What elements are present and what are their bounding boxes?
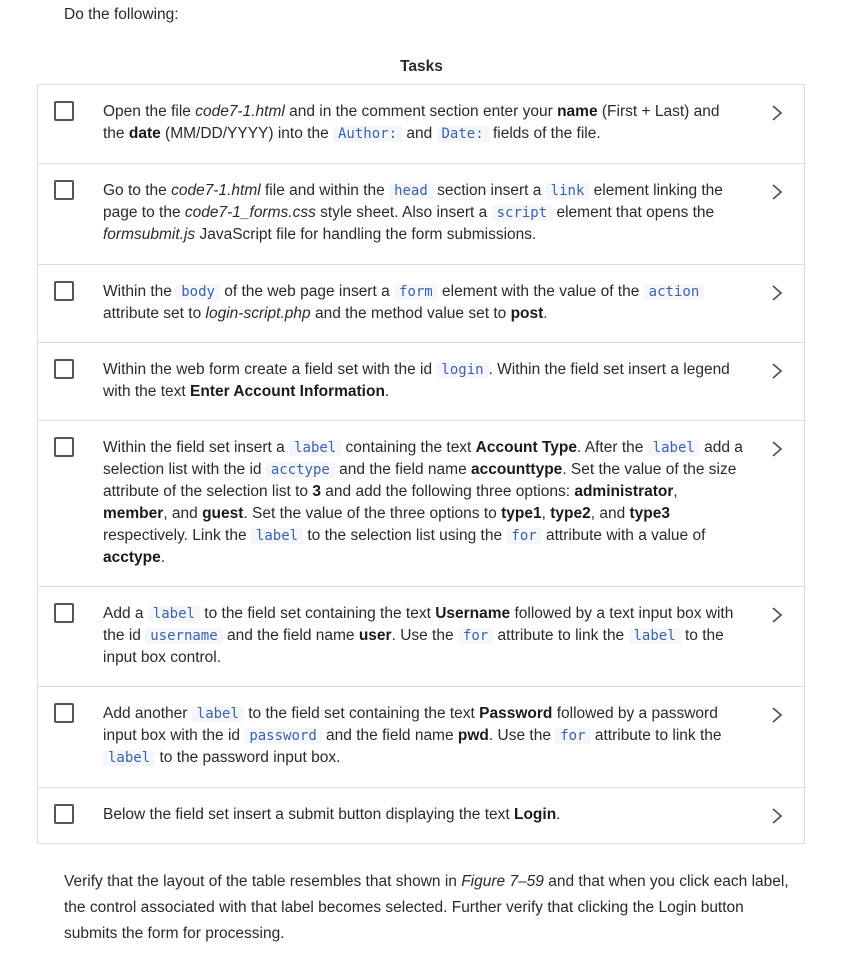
text-segment: and the field name (321, 727, 458, 744)
bold-text: Enter Account Information (190, 383, 385, 400)
text-segment: , and (163, 505, 203, 522)
task-row (38, 687, 804, 788)
code-token: username (145, 628, 222, 644)
text-segment: element that opens the (552, 204, 715, 221)
text-segment: of the web page insert a (219, 283, 395, 300)
text-segment: containing the text (341, 439, 476, 456)
code-token: label (192, 706, 244, 722)
code-token: acctype (266, 462, 335, 478)
text-segment: (MM/DD/YYYY) into the (160, 125, 333, 142)
task-checkbox[interactable] (54, 437, 74, 457)
code-token: login (436, 362, 488, 378)
text-segment: Within the web form create a field set with the id (103, 361, 437, 378)
bold-text: acctype (103, 549, 161, 566)
task-text (103, 101, 744, 145)
text-segment: to the password input box. (155, 749, 341, 766)
code-token: Date: (437, 126, 489, 142)
text-segment: fields of the file. (488, 125, 601, 142)
code-token: label (251, 528, 303, 544)
tasks-heading: Tasks (400, 58, 443, 75)
italic-text: Figure 7–59 (461, 873, 544, 890)
text-segment: Below the field set insert a submit button displaying the text (103, 806, 514, 823)
bold-text: Account Type (475, 439, 578, 456)
bold-text: administrator (574, 483, 674, 500)
text-segment: to the field set containing the text (243, 705, 480, 722)
bold-text: type2 (550, 505, 591, 522)
text-segment: and that when you click each label, the control associated with that label becomes selected. Further verify that clicking the Login button submits the form for processing. (64, 873, 789, 942)
text-segment: . Set the value of the size attribute of the selection list to (103, 461, 737, 500)
text-segment: Within the (103, 283, 177, 300)
italic-text: code7-1.html (171, 182, 261, 199)
task-checkbox[interactable] (54, 703, 74, 723)
bold-text: type1 (501, 505, 542, 522)
text-segment: followed by a password input box with the id (103, 705, 718, 744)
chevron-right-icon[interactable] (770, 363, 784, 379)
bold-text: Password (479, 705, 553, 722)
text-segment: to the field set containing the text (199, 605, 436, 622)
text-segment: file and within the (260, 182, 390, 199)
text-segment: attribute set to (103, 305, 206, 322)
text-segment: Within the field set insert a (103, 439, 290, 456)
bold-text: 3 (312, 483, 321, 500)
task-text (103, 180, 744, 246)
code-token: password (244, 728, 321, 744)
text-segment: . Use the (488, 727, 556, 744)
text-segment: Add a (103, 605, 148, 622)
bold-text: member (103, 505, 164, 522)
text-segment: add a selection list with the id (103, 439, 743, 478)
code-token: link (546, 183, 590, 199)
text-segment: . After the (577, 439, 648, 456)
bold-text: Login (513, 806, 557, 823)
task-row (38, 164, 804, 265)
text-segment: JavaScript file for handling the form submissions. (195, 226, 537, 243)
text-segment: , (673, 483, 678, 500)
italic-text: login-script.php (205, 305, 311, 322)
text-segment: . (543, 305, 548, 322)
task-checkbox[interactable] (54, 281, 74, 301)
text-segment: . (556, 806, 561, 823)
text-segment: . (160, 549, 166, 566)
task-row (38, 587, 804, 687)
task-row (38, 85, 804, 164)
code-token: label (103, 750, 155, 766)
bold-text: accounttype (471, 461, 563, 478)
code-token: body (176, 284, 220, 300)
code-token: label (629, 628, 681, 644)
chevron-right-icon[interactable] (770, 441, 784, 457)
bold-text: Username (435, 605, 511, 622)
code-token: Author: (333, 126, 402, 142)
text-segment: attribute to link the (493, 627, 629, 644)
bold-text: date (128, 125, 161, 142)
text-segment: , (541, 505, 551, 522)
text-segment: attribute to link the (590, 727, 722, 744)
text-segment: . Within the field set insert a legend with the text (103, 361, 730, 400)
code-token: for (458, 628, 493, 644)
task-checkbox[interactable] (54, 359, 74, 379)
bold-text: type3 (629, 505, 670, 522)
text-segment: to the input box control. (103, 627, 724, 666)
verification-text (64, 869, 794, 947)
code-token: label (648, 440, 700, 456)
text-segment: and add the following three options: (321, 483, 575, 500)
code-token: for (506, 528, 541, 544)
task-text (103, 804, 744, 826)
task-text (103, 281, 744, 325)
task-text (103, 703, 744, 769)
code-token: head (389, 183, 433, 199)
italic-text: code7-1_forms.css (184, 204, 316, 221)
task-row (38, 788, 804, 844)
chevron-right-icon[interactable] (770, 808, 784, 824)
text-segment: and in the comment section enter your (284, 103, 558, 120)
bold-text: guest (202, 505, 244, 522)
text-segment: respectively. Link the (103, 527, 251, 544)
bold-text: user (358, 627, 392, 644)
task-text (103, 437, 744, 569)
bold-text: pwd (457, 727, 489, 744)
text-segment: element with the value of the (437, 283, 644, 300)
code-token: script (492, 205, 553, 221)
intro-text: Do the following: (64, 6, 179, 23)
text-segment: section insert a (432, 182, 546, 199)
chevron-right-icon[interactable] (770, 707, 784, 723)
task-row (38, 265, 804, 343)
task-text (103, 359, 744, 403)
text-segment: . Use the (391, 627, 458, 644)
chevron-right-icon[interactable] (770, 105, 784, 121)
italic-text: code7-1.html (195, 103, 285, 120)
task-row (38, 421, 804, 587)
text-segment: and the field name (334, 461, 471, 478)
task-row (38, 343, 804, 421)
task-text (103, 603, 744, 669)
code-token: for (555, 728, 590, 744)
bold-text: post (510, 305, 544, 322)
task-checkbox[interactable] (54, 603, 74, 623)
text-segment: Add another (103, 705, 192, 722)
text-segment: style sheet. Also insert a (315, 204, 492, 221)
italic-text: formsubmit.js (103, 226, 196, 243)
chevron-right-icon[interactable] (770, 184, 784, 200)
task-checkbox[interactable] (54, 804, 74, 824)
code-token: label (148, 606, 200, 622)
task-checkbox[interactable] (54, 101, 74, 121)
chevron-right-icon[interactable] (770, 285, 784, 301)
text-segment: Go to the (103, 182, 172, 199)
task-list (37, 84, 805, 844)
text-segment: (First + Last) and the (103, 103, 720, 142)
text-segment: Open the file (103, 103, 196, 120)
text-segment: . Set the value of the three options to (243, 505, 502, 522)
text-segment: to the selection list using the (303, 527, 507, 544)
task-checkbox[interactable] (54, 180, 74, 200)
bold-text: name (557, 103, 598, 120)
text-segment: Verify that the layout of the table resembles that shown in (64, 873, 462, 890)
text-segment: and the method value set to (310, 305, 511, 322)
code-token: label (289, 440, 341, 456)
text-segment: attribute with a value of (541, 527, 706, 544)
text-segment: . (384, 383, 390, 400)
text-segment: and the field name (222, 627, 359, 644)
text-segment: and (402, 125, 437, 142)
code-token: form (394, 284, 438, 300)
text-segment: , and (590, 505, 630, 522)
text-segment: followed by a text input box with the id (103, 605, 734, 644)
chevron-right-icon[interactable] (770, 607, 784, 623)
code-token: action (644, 284, 705, 300)
text-segment: element linking the page to the (103, 182, 723, 221)
